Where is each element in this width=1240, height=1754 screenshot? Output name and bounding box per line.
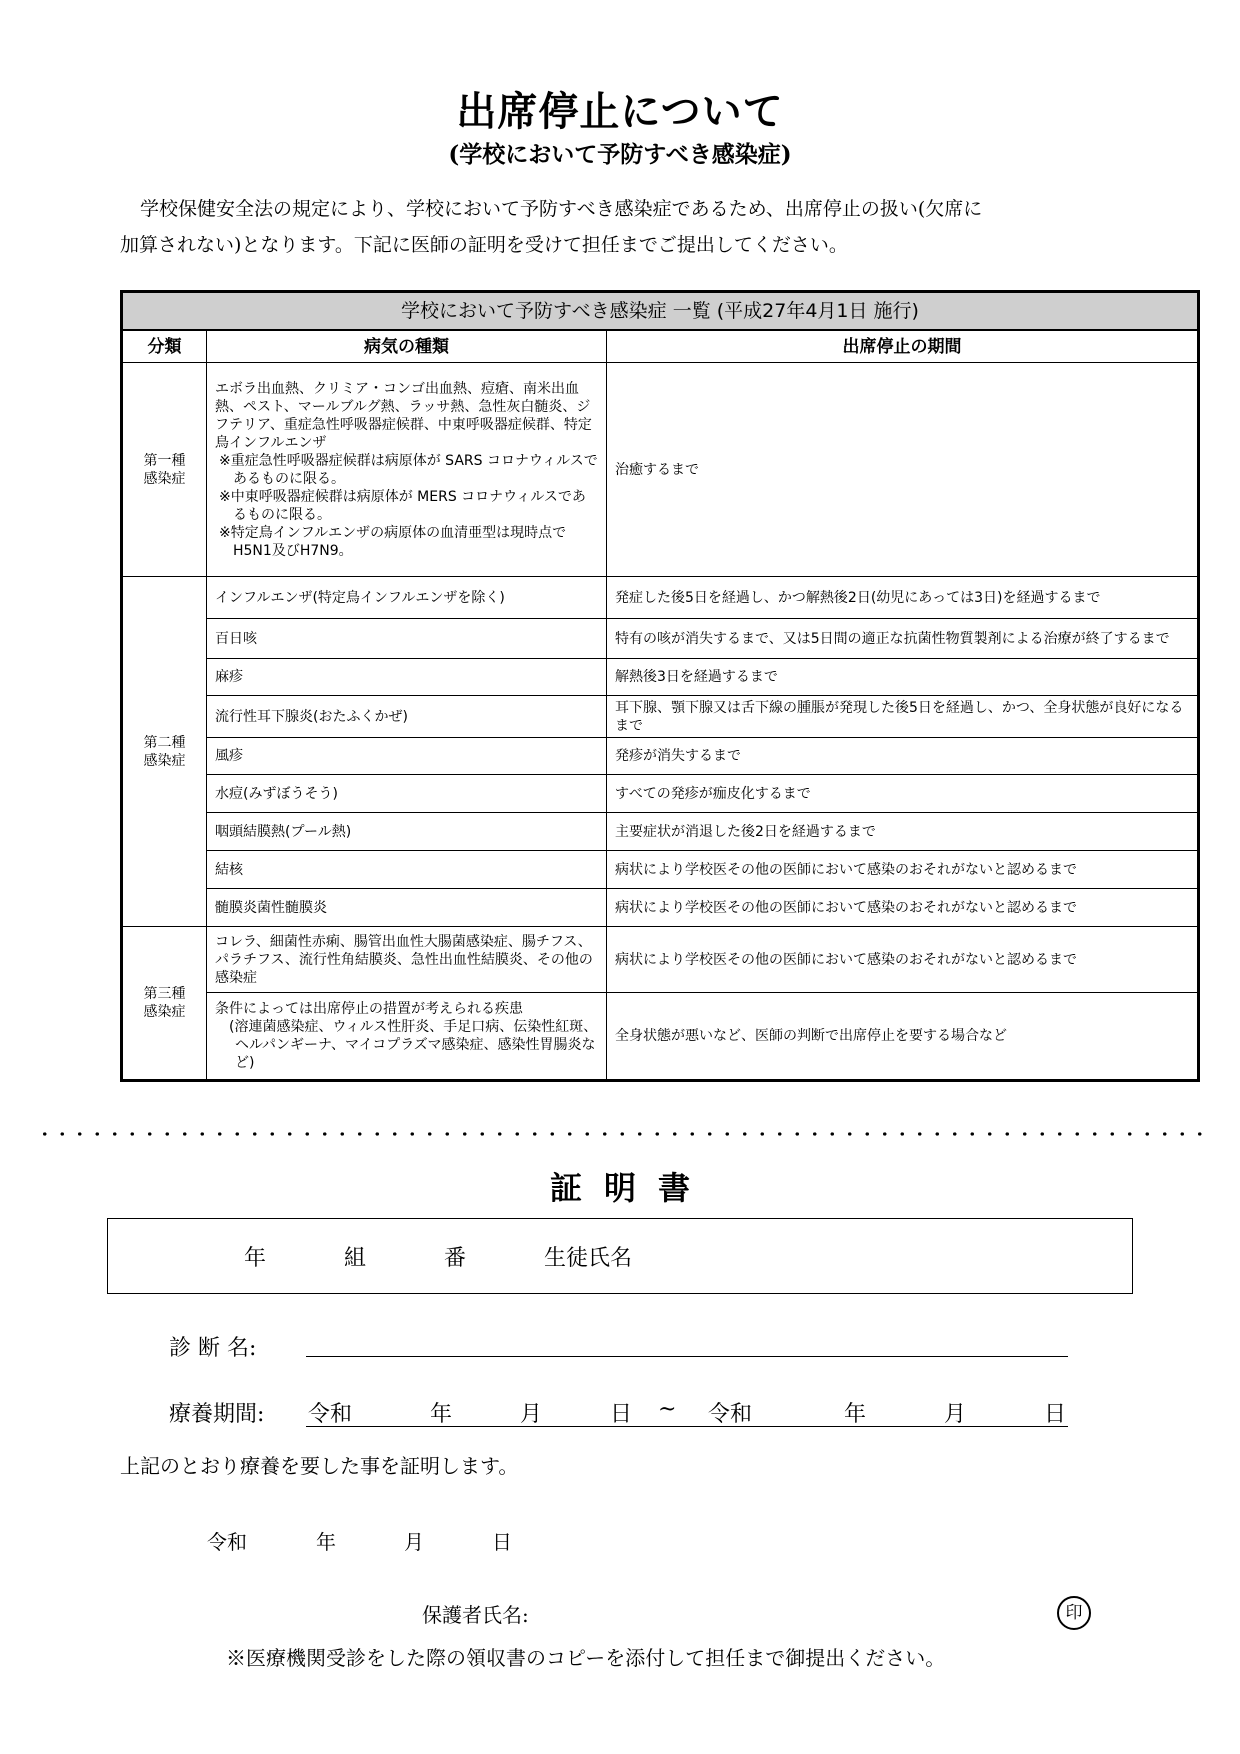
certification-statement: 上記のとおり療養を要した事を証明します。 (120, 1454, 519, 1478)
category-1-period: 治癒するまで (607, 363, 1199, 577)
page-subtitle: (学校において予防すべき感染症) (448, 141, 792, 168)
header-disease: 病気の種類 (207, 330, 607, 363)
table-cell-disease: 流行性耳下腺炎(おたふくかぜ) (207, 696, 607, 738)
date-month: 月 (404, 1530, 424, 1554)
table-cell-disease: 結核 (207, 851, 607, 889)
period-era-1: 令和 (308, 1402, 353, 1427)
category-1 (122, 363, 207, 577)
footnote: ※医療機関受診をした際の領収書のコピーを添付して担任まで御提出ください。 (226, 1646, 946, 1670)
period-day-2: 日 (1044, 1402, 1067, 1427)
table-cell-period: 解熱後3日を経過するまで (607, 659, 1199, 696)
period-label: 療養期間: (169, 1402, 265, 1427)
table-cell-period: 病状により学校医その他の医師において感染のおそれがないと認めるまで (607, 851, 1199, 889)
category-1-label: 第一種 感染症 (143, 452, 186, 487)
table-cell-disease: 水痘(みずぼうそう) (207, 775, 607, 813)
category-1-disease-text: エボラ出血熱、クリミア・コンゴ出血熱、痘瘡、南米出血熱、ペスト、マールブルグ熱、ラッサ熱、急性灰白髄炎、ジフテリア、重症急性呼吸器症候群、中東呼吸器症候群、特定鳥インフルエンザ (215, 380, 592, 451)
table-cell-period: すべての発疹が痂皮化するまで (607, 775, 1199, 813)
infection-table (120, 290, 1197, 1082)
date-day: 日 (492, 1530, 512, 1554)
table-cell-period: 耳下腺、顎下腺又は舌下線の腫脹が発現した後5日を経過し、かつ、全身状態が良好になるまで (607, 696, 1199, 738)
table-cell-disease: 髄膜炎菌性髄膜炎 (207, 889, 607, 927)
table-cell-disease: コレラ、細菌性赤痢、腸管出血性大腸菌感染症、腸チフス、パラチフス、流行性角結膜炎、急性出血性結膜炎、その他の感染症 (207, 927, 607, 993)
table-cell-period: 全身状態が悪いなど、医師の判断で出席停止を要する場合など (607, 993, 1199, 1081)
table-cell-period: 発症した後5日を経過し、かつ解熱後2日(幼児にあっては3日)を経過するまで (607, 577, 1199, 619)
table-cell-period: 主要症状が消退した後2日を経過するまで (607, 813, 1199, 851)
table-cell-disease: 麻疹 (207, 659, 607, 696)
student-name-label: 生徒氏名 (544, 1246, 633, 1271)
diagnosis-label: 診 断 名: (169, 1336, 257, 1361)
intro-line-2: 加算されない)となります。下記に医師の証明を受けて担任までご提出してください。 (120, 234, 848, 256)
cut-line (36, 1132, 1204, 1136)
category-3 (122, 927, 207, 1081)
table-cell-period: 特有の咳が消失するまで、又は5日間の適正な抗菌性物質製剤による治療が終了するまで (607, 619, 1199, 659)
page-title: 出席停止について (456, 88, 784, 135)
table-cell-disease: インフルエンザ(特定鳥インフルエンザを除く) (207, 577, 607, 619)
period-year-2: 年 (844, 1402, 867, 1427)
period-day-1: 日 (610, 1402, 633, 1427)
table-cell-disease: 風疹 (207, 738, 607, 775)
header-category: 分類 (122, 330, 207, 363)
certificate-title: 証明書 (549, 1169, 712, 1207)
period-month-2: 月 (944, 1402, 967, 1427)
period-year-1: 年 (430, 1402, 453, 1427)
date-year: 年 (316, 1530, 336, 1554)
diagnosis-field[interactable] (306, 1356, 1068, 1357)
seal-mark: 印 (1057, 1596, 1091, 1630)
category-2-label: 第二種 感染症 (143, 734, 186, 769)
category-2 (122, 577, 207, 927)
category-3-label: 第三種 感染症 (143, 986, 186, 1020)
grade-label: 年 (244, 1246, 267, 1271)
table-cell-disease: 咽頭結膜熱(プール熱) (207, 813, 607, 851)
guardian-name-label: 保護者氏名: (422, 1603, 529, 1627)
table-cell-disease: 百日咳 (207, 619, 607, 659)
date-era: 令和 (207, 1530, 247, 1554)
header-period: 出席停止の期間 (607, 330, 1199, 363)
table-cell-period: 病状により学校医その他の医師において感染のおそれがないと認めるまで (607, 889, 1199, 927)
category-1-disease (207, 363, 607, 577)
intro-text-1: 学校保健安全法の規定により、学校において予防すべき感染症であるため、出席停止の扱い(欠席に (140, 198, 983, 220)
table-cell-disease (207, 993, 607, 1081)
category-1-note: ※重症急性呼吸器症候群は病原体が SARS コロナウィルスであるものに限る。 (219, 452, 598, 487)
intro-line-1 (120, 194, 1130, 221)
category-1-note: ※中東呼吸器症候群は病原体が MERS コロナウィルスであるものに限る。 (219, 488, 586, 523)
period-era-2: 令和 (708, 1402, 753, 1427)
number-label: 番 (444, 1246, 467, 1271)
table-caption: 学校において予防すべき感染症 一覧 (平成27年4月1日 施行) (122, 292, 1199, 331)
table-cell-period: 病状により学校医その他の医師において感染のおそれがないと認めるまで (607, 927, 1199, 993)
class-label: 組 (344, 1246, 367, 1271)
period-month-1: 月 (520, 1402, 543, 1427)
table-cell-period: 発疹が消失するまで (607, 738, 1199, 775)
period-tilde: ~ (658, 1397, 677, 1422)
category-1-note: ※特定鳥インフルエンザの病原体の血清亜型は現時点でH5N1及びH7N9。 (219, 524, 567, 559)
student-info-box (107, 1218, 1133, 1294)
conditional-disease-note: (溶連菌感染症、ウィルス性肝炎、手足口病、伝染性紅斑、ヘルパンギーナ、マイコプラズマ感染症、感染性胃腸炎など) (229, 1019, 598, 1071)
conditional-disease-text: 条件によっては出席停止の措置が考えられる疾患 (215, 1001, 523, 1017)
